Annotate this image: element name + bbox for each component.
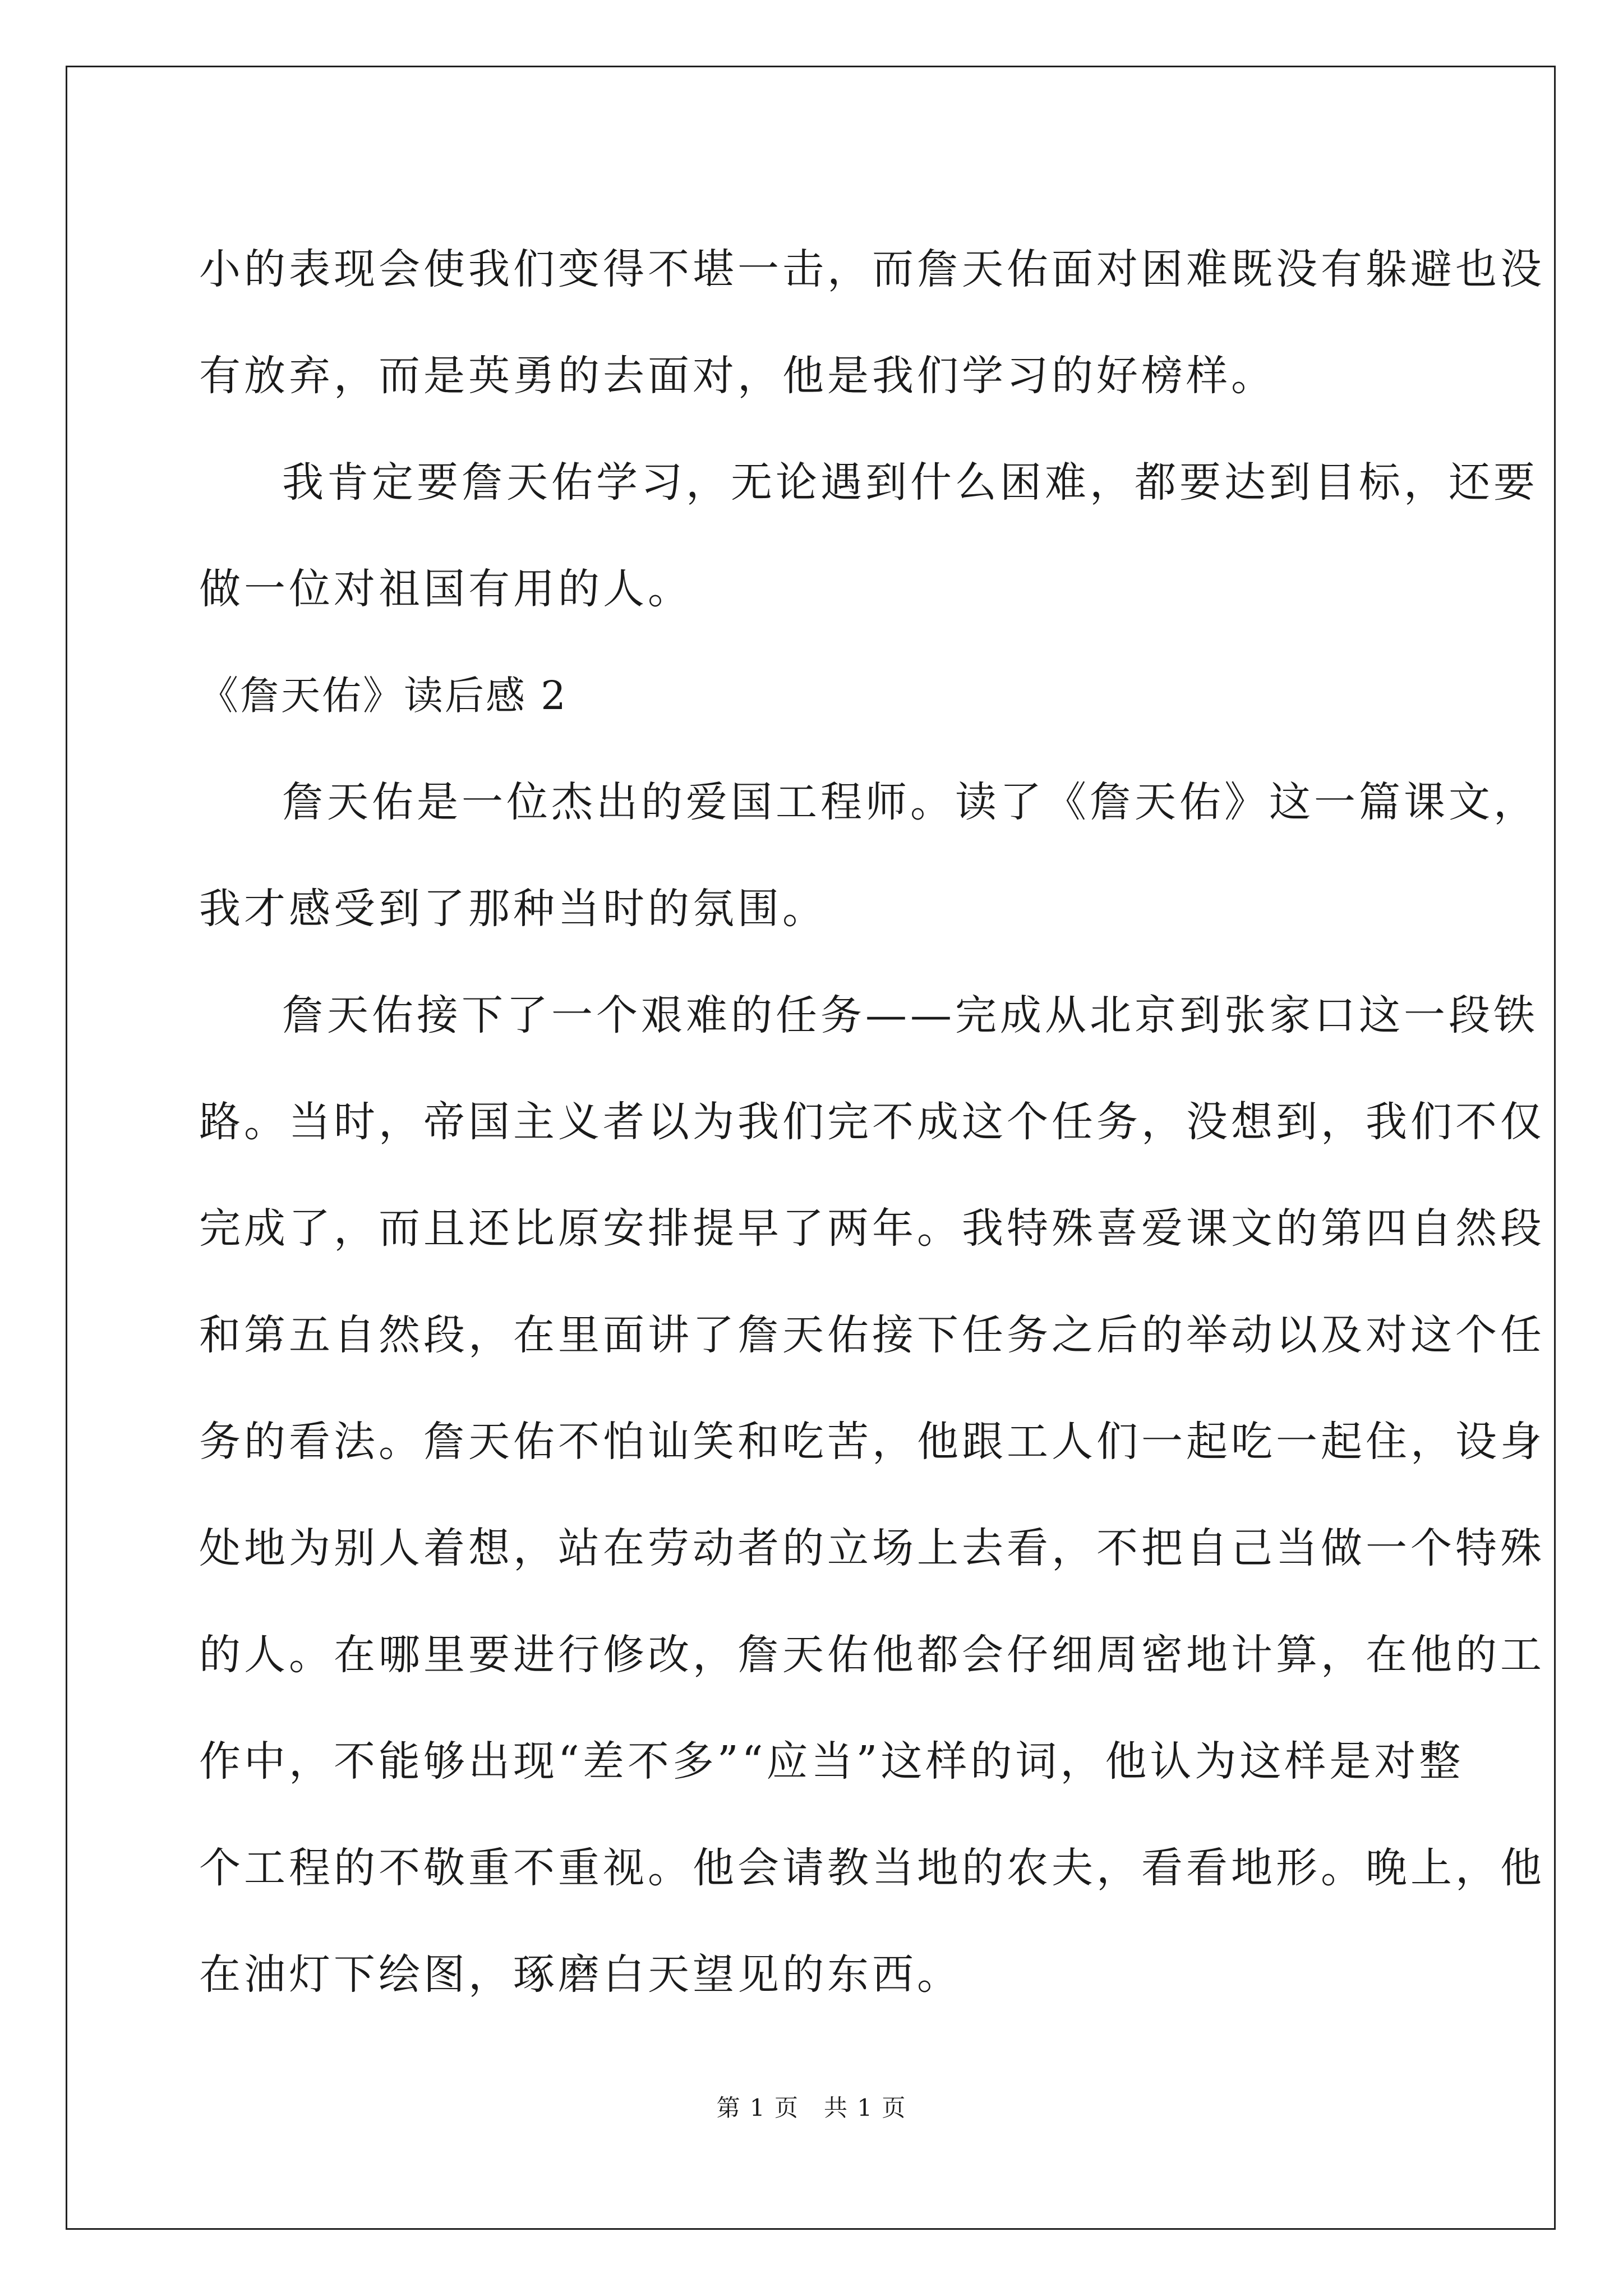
text-line: 完成了，而且还比原安排提早了两年。我特殊喜爱课文的第四自然段 [199,1204,1545,1253]
paragraph [199,216,1545,429]
page-footer: 第 1 页 共 1 页 [716,2094,907,2122]
text-line: 詹天佑接下了一个艰难的任务——完成从北京到张家口这一段铁 [282,991,1538,1039]
text-line: 詹天佑是一位杰出的爱国工程师。读了《詹天佑》这一篇课文， [282,778,1538,826]
text-line: 作中，不能够出现“差不多”“应当”这样的词，他认为这样是对整 [199,1737,1464,1786]
paragraph [199,962,1545,2028]
text-line: 和第五自然段，在里面讲了詹天佑接下任务之后的举动以及对这个任 [199,1311,1545,1359]
text-line: 务的看法。詹天佑不怕讪笑和吃苦，他跟工人们一起吃一起住，设身 [199,1418,1545,1466]
text-line: 个工程的不敬重不重视。他会请教当地的农夫，看看地形。晚上，他 [199,1844,1545,1892]
paragraph [199,429,1538,642]
text-line: 我才感受到了那种当时的氛围。 [199,885,827,933]
text-line: 做一位对祖国有用的人。 [199,565,693,613]
text-line: 的人。在哪里要进行修改，詹天佑他都会仔细周密地计算，在他的工 [199,1631,1545,1679]
document-body [199,216,1545,2028]
text-line: 我肯定要詹天佑学习，无论遇到什么困难，都要达到目标，还要 [282,458,1538,507]
text-line: 路。当时，帝国主义者以为我们完不成这个任务，没想到，我们不仅 [199,1098,1545,1146]
text-line: 处地为别人着想，站在劳动者的立场上去看，不把自己当做一个特殊 [199,1524,1545,1572]
section-heading [199,642,1427,749]
text-line: 在油灯下绘图，琢磨白天望见的东西。 [199,1950,962,1999]
text-line: 有放弃，而是英勇的去面对，他是我们学习的好榜样。 [199,352,1276,400]
heading-text: 《詹天佑》读后感 2 [199,673,568,719]
paragraph [199,749,1538,962]
text-line: 小的表现会使我们变得不堪一击，而詹天佑面对困难既没有躲避也没 [199,245,1545,293]
